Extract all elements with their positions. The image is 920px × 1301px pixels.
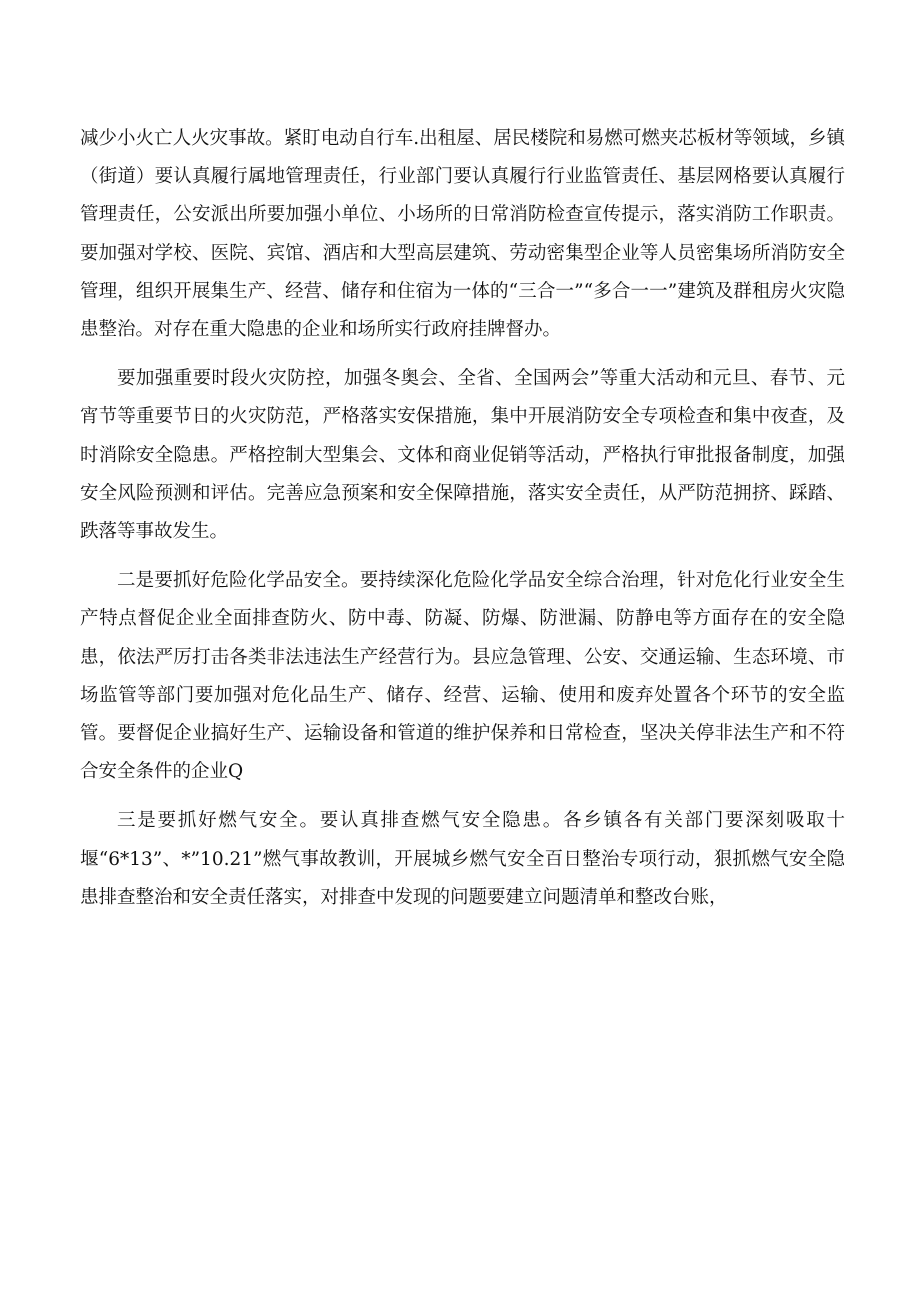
paragraph-hazardous-chemicals-safety: 二是要抓好危险化学品安全。要持续深化危险化学品安全综合治理，针对危化行业安全生产特点督促企业全面排查防火、防中毒、防凝、防爆、防泄漏、防静电等方面存在的安全隐患，依法严厉打击各类非法违法生产经营行为。县应急管理、公安、交通运输、生态环境、市场监管等部门要加强对危化品生产、储存、经营、运输、使用和废弃处置各个环节的安全监管。要督促企业搞好生产、运输设备和管道的维护保养和日常检查，坚决关停非法生产和不符合安全条件的企业Q bbox=[80, 570, 845, 783]
paragraph-fire-prevention-responsibilities: 减少小火亡人火灾事故。紧盯电动自行车.出租屋、居民楼院和易燃可燃夹芯板材等领域，乡镇（街道）要认真履行属地管理责任，行业部门要认真履行行业监管责任、基层网格要认真履行管理责任，公安派出所要加强小单位、小场所的日常消防检查宣传提示，落实消防工作职责。要加强对学校、医院、宾馆、酒店和大型高层建筑、劳动密集型企业等人员密集场所消防安全管理，组织开展集生产、经营、储存和住宿为一体的“三合一”“多合一一”建筑及群租房火灾隐患整治。对存在重大隐患的企业和场所实行政府挂牌督办。 bbox=[80, 128, 845, 341]
paragraph-gas-safety: 三是要抓好燃气安全。要认真排查燃气安全隐患。各乡镇各有关部门要深刻吸取十堰“6*13”、*”10.21”燃气事故教训，开展城乡燃气安全百日整治专项行动，狠抓燃气安全隐患排查整治和安全责任落实，对排查中发现的问题要建立问题清单和整改台账， bbox=[80, 810, 845, 908]
paragraph-key-period-fire-control: 要加强重要时段火灾防控，加强冬奥会、全省、全国两会”等重大活动和元旦、春节、元宵节等重要节日的火灾防范，严格落实安保措施，集中开展消防安全专项检查和集中夜查，及时消除安全隐患。严格控制大型集会、文体和商业促销等活动，严格执行审批报备制度，加强安全风险预测和评估。完善应急预案和安全保障措施，落实安全责任，从严防范拥挤、踩踏、跌落等事故发生。 bbox=[80, 368, 845, 543]
document-body bbox=[80, 120, 845, 928]
